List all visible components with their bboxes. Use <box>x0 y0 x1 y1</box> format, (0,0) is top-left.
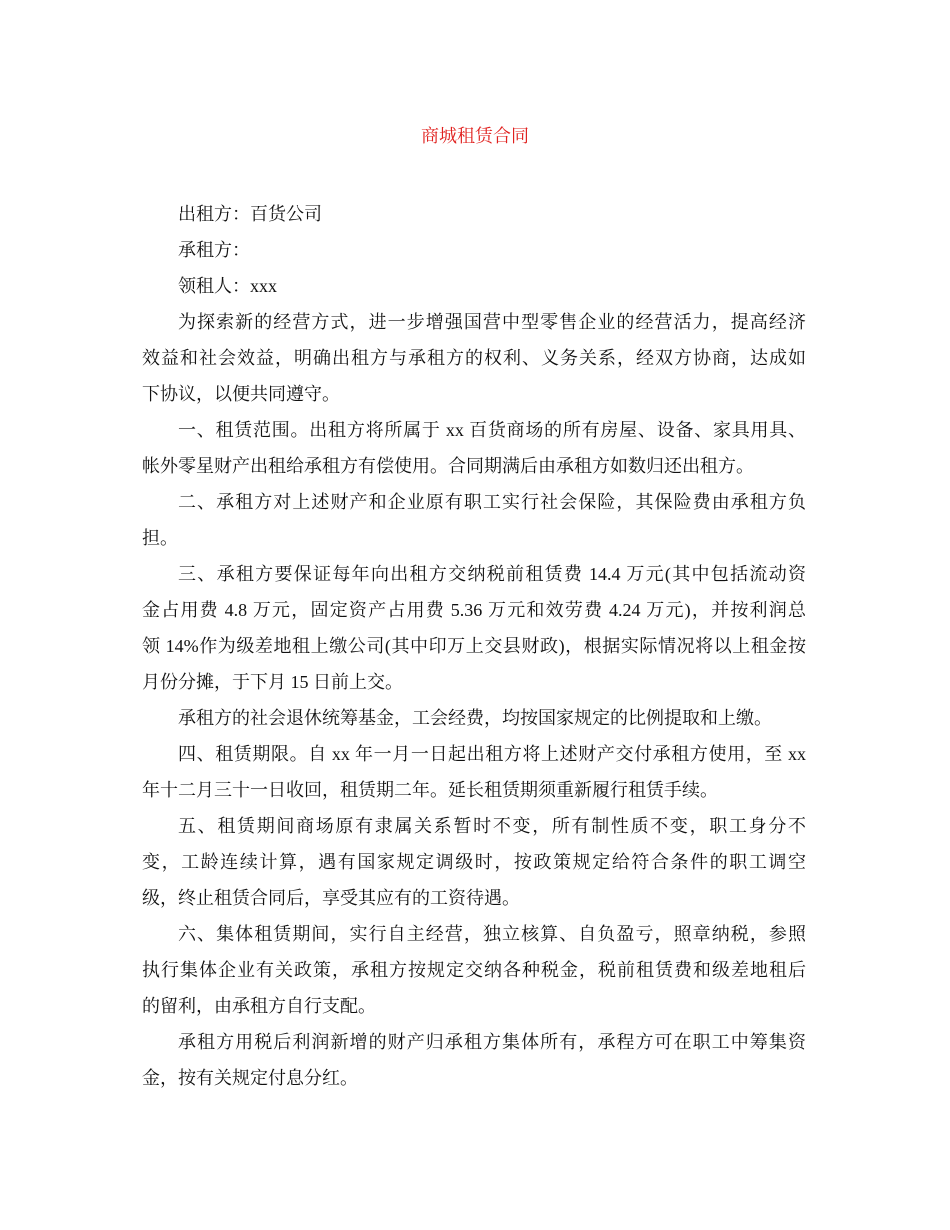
paragraph <box>142 412 806 484</box>
paragraph-line: 四、租赁期限。自 xx 年一月一日起出租方将上述财产交付承租方使用，至 xx <box>178 744 806 764</box>
document-title: 商城租赁合同 <box>421 126 529 146</box>
paragraph-line: 帐外零星财产出租给承租方有偿使用。合同期满后由承租方如数归还出租方。 <box>142 456 754 476</box>
paragraph <box>142 736 806 808</box>
paragraph-line: 担。 <box>142 528 178 548</box>
paragraph <box>142 484 806 556</box>
paragraph-line: 级，终止租赁合同后，享受其应有的工资待遇。 <box>142 888 520 908</box>
paragraph-line: 承租方用税后利润新增的财产归承租方集体所有，承程方可在职工中筹集资 <box>178 1032 806 1052</box>
paragraph-line: 二、承租方对上述财产和企业原有职工实行社会保险，其保险费由承租方负 <box>178 492 806 512</box>
paragraph <box>142 268 806 304</box>
paragraph-line: 一、租赁范围。出租方将所属于 xx 百货商场的所有房屋、设备、家具用具、 <box>178 420 806 440</box>
paragraph-line: 效益和社会效益，明确出租方与承租方的权利、义务关系，经双方协商，达成如 <box>142 348 806 368</box>
paragraph-line: 承租方的社会退休统筹基金，工会经费，均按国家规定的比例提取和上缴。 <box>178 708 772 728</box>
paragraph <box>142 700 806 736</box>
paragraph-line: 金占用费 4.8 万元，固定资产占用费 5.36 万元和效劳费 4.24 万元)，并按利润总 <box>142 600 806 620</box>
paragraph-line: 领租人：xxx <box>178 276 277 296</box>
paragraph-line: 六、集体租赁期间，实行自主经营，独立核算、自负盈亏，照章纳税，参照 <box>178 924 806 944</box>
paragraph-line: 为探索新的经营方式，进一步增强国营中型零售企业的经营活力，提高经济 <box>178 312 806 332</box>
paragraph-line: 月份分摊，于下月 15 日前上交。 <box>142 672 403 692</box>
paragraph <box>142 916 806 1024</box>
paragraph-line: 执行集体企业有关政策，承租方按规定交纳各种税金，税前租赁费和级差地租后 <box>142 960 806 980</box>
paragraph <box>142 232 806 268</box>
paragraph <box>142 1024 806 1096</box>
paragraph <box>142 304 806 412</box>
paragraph <box>142 556 806 700</box>
paragraph <box>142 196 806 232</box>
paragraph-line: 的留利，由承租方自行支配。 <box>142 996 376 1016</box>
paragraph-line: 下协议，以便共同遵守。 <box>142 384 340 404</box>
paragraph-line: 出租方：百货公司 <box>178 204 322 224</box>
paragraph-line: 承租方： <box>178 240 250 260</box>
paragraph <box>142 808 806 916</box>
document-body <box>142 196 806 1096</box>
paragraph-line: 领 14%作为级差地租上缴公司(其中印万上交县财政)，根据实际情况将以上租金按 <box>142 636 806 656</box>
paragraph-line: 年十二月三十一日收回，租赁期二年。延长租赁期须重新履行租赁手续。 <box>142 780 718 800</box>
paragraph-line: 三、承租方要保证每年向出租方交纳税前租赁费 14.4 万元(其中包括流动资 <box>178 564 806 584</box>
paragraph-line: 金，按有关规定付息分红。 <box>142 1068 358 1088</box>
paragraph-line: 五、租赁期间商场原有隶属关系暂时不变，所有制性质不变，职工身分不 <box>178 816 806 836</box>
paragraph-line: 变，工龄连续计算，遇有国家规定调级时，按政策规定给符合条件的职工调空 <box>142 852 806 872</box>
